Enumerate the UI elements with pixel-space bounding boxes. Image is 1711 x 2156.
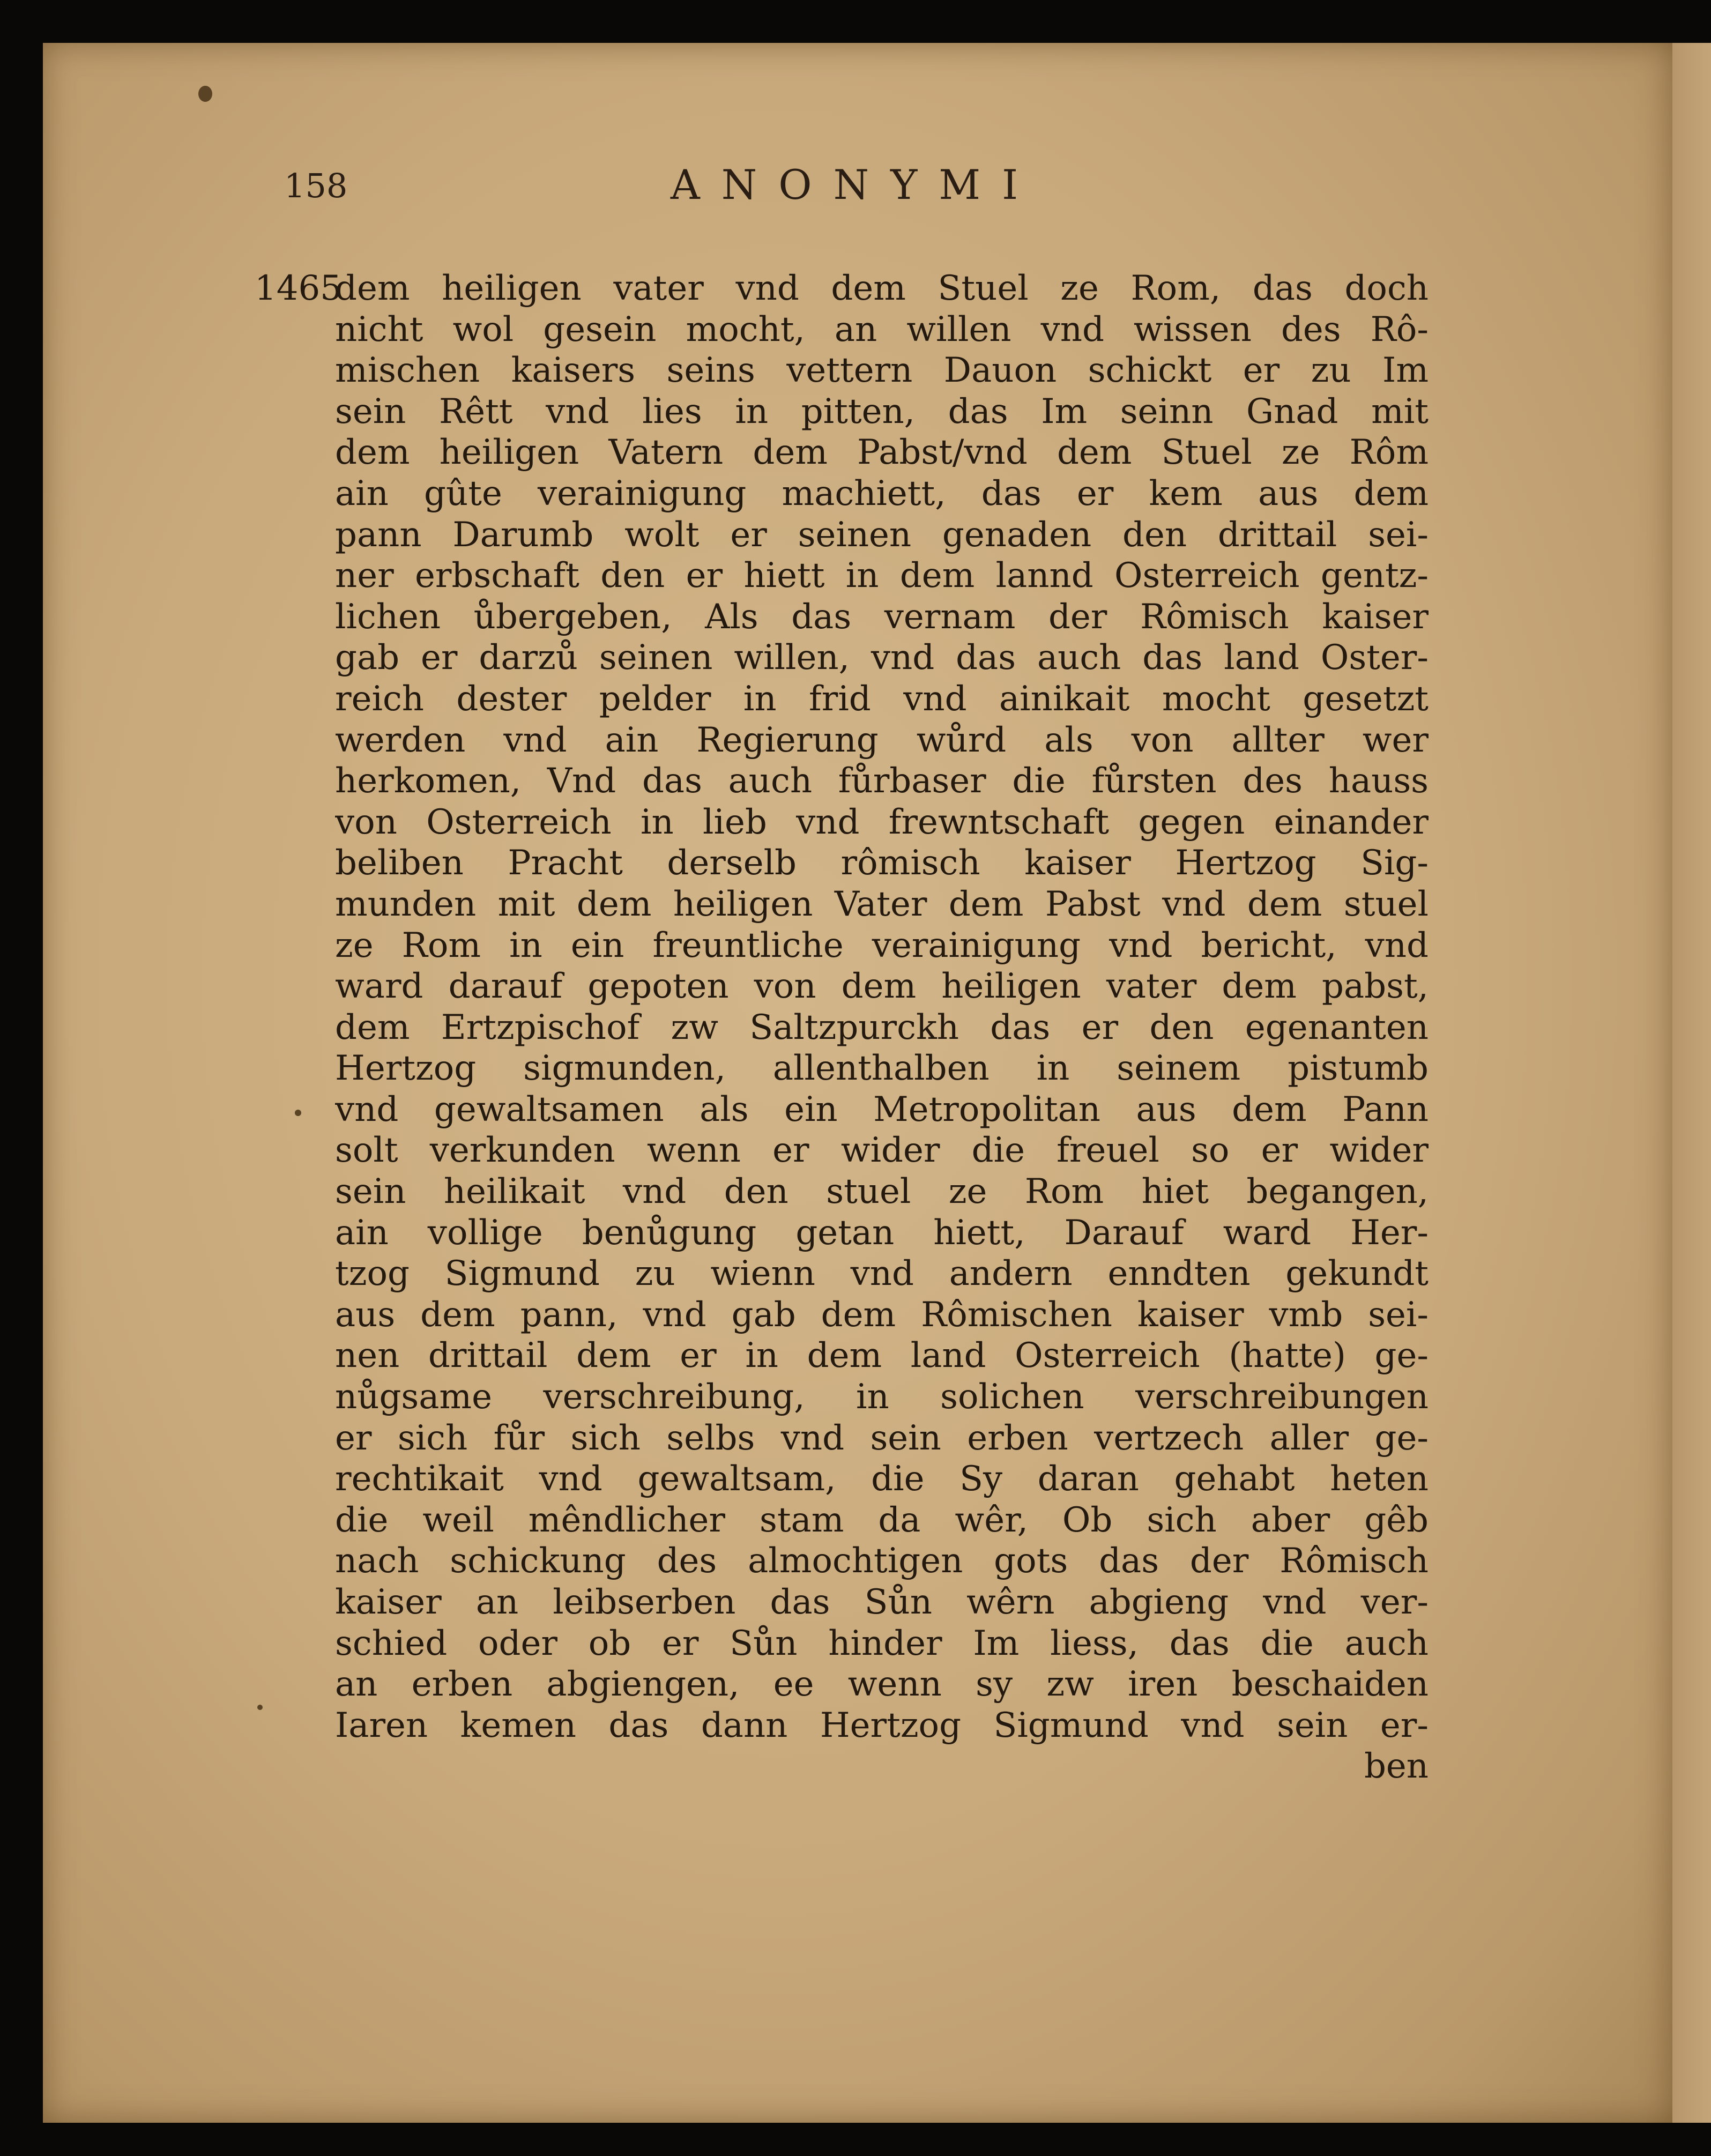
- facing-page-edge: [1672, 43, 1711, 2123]
- text-line: nach schickung des almochtigen gots das der Rômisch: [335, 1541, 1429, 1581]
- text-line: munden mit dem heiligen Vater dem Pabst vnd dem stuel: [335, 884, 1429, 924]
- text-line: pann Darumb wolt er seinen genaden den drittail sei-: [335, 515, 1429, 555]
- ink-spot: [295, 1110, 301, 1116]
- text-line: dem Ertzpischof zw Saltzpurckh das er den egenanten: [335, 1007, 1429, 1047]
- text-line: ze Rom in ein freuntliche verainigung vnd bericht, vnd: [335, 925, 1429, 965]
- running-title: ANONYMI: [670, 161, 1040, 209]
- text-line: nicht wol gesein mocht, an willen vnd wissen des Rô-: [335, 309, 1429, 350]
- text-line: werden vnd ain Regierung wůrd als von allter wer: [335, 720, 1429, 760]
- page-number: 158: [284, 166, 348, 205]
- text-line: solt verkunden wenn er wider die freuel so er wider: [335, 1131, 1429, 1171]
- text-line: er sich fůr sich selbs vnd sein erben vertzech aller ge-: [335, 1418, 1429, 1458]
- text-line: herkomen, Vnd das auch fůrbaser die fůrsten des hauss: [335, 761, 1429, 801]
- text-line: rechtikait vnd gewaltsam, die Sy daran gehabt heten: [335, 1459, 1429, 1499]
- text-line: schied oder ob er Sůn hinder Im liess, das die auch: [335, 1623, 1429, 1663]
- text-line: ner erbschaft den er hiett in dem lannd Osterreich gentz-: [335, 556, 1429, 596]
- text-line: ain vollige benůgung getan hiett, Darauf ward Her-: [335, 1213, 1429, 1253]
- text-line: sein Rêtt vnd lies in pitten, das Im seinn Gnad mit: [335, 391, 1429, 432]
- text-line: ben: [1364, 1746, 1429, 1787]
- text-line: dem heiligen Vatern dem Pabst/vnd dem Stuel ze Rôm: [335, 433, 1429, 473]
- text-line: von Osterreich in lieb vnd frewntschaft gegen einander: [335, 802, 1429, 842]
- text-line: an erben abgiengen, ee wenn sy zw iren beschaiden: [335, 1664, 1429, 1705]
- text-line: dem heiligen vater vnd dem Stuel ze Rom, das doch: [335, 269, 1429, 308]
- ink-spot: [257, 1705, 263, 1710]
- text-line: vnd gewaltsamen als ein Metropolitan aus dem Pann: [335, 1089, 1429, 1129]
- text-line: lichen ůbergeben, Als das vernam der Rômisch kaiser: [335, 597, 1429, 637]
- text-line: ain gûte verainigung machiett, das er kem aus dem: [335, 473, 1429, 514]
- text-line: tzog Sigmund zu wienn vnd andern enndten gekundt: [335, 1254, 1429, 1294]
- text-line: nen drittail dem er in dem land Osterreich (hatte) ge-: [335, 1336, 1429, 1376]
- text-line: die weil mêndlicher stam da wêr, Ob sich aber gêb: [335, 1500, 1429, 1540]
- text-line: sein heilikait vnd den stuel ze Rom hiet begangen,: [335, 1172, 1429, 1212]
- margin-year: 1465: [255, 269, 342, 308]
- text-line: Iaren kemen das dann Hertzog Sigmund vnd sein er-: [335, 1705, 1429, 1745]
- text-line: Hertzog sigmunden, allenthalben in seinem pistumb: [335, 1049, 1429, 1089]
- text-line: reich dester pelder in frid vnd ainikait mocht gesetzt: [335, 679, 1429, 719]
- text-line: nůgsame verschreibung, in solichen verschreibungen: [335, 1377, 1429, 1417]
- text-line: kaiser an leibserben das Sůn wêrn abgieng vnd ver-: [335, 1582, 1429, 1622]
- running-head: [284, 161, 1426, 247]
- ink-spot: [198, 86, 212, 102]
- body-text: [335, 268, 1429, 1787]
- text-line: ward darauf gepoten von dem heiligen vater dem pabst,: [335, 967, 1429, 1007]
- text-line: gab er darzů seinen willen, vnd das auch das land Oster-: [335, 638, 1429, 678]
- text-line: mischen kaisers seins vettern Dauon schickt er zu Im: [335, 351, 1429, 391]
- text-line: aus dem pann, vnd gab dem Rômischen kaiser vmb sei-: [335, 1295, 1429, 1335]
- text-line: beliben Pracht derselb rômisch kaiser Hertzog Sig-: [335, 843, 1429, 883]
